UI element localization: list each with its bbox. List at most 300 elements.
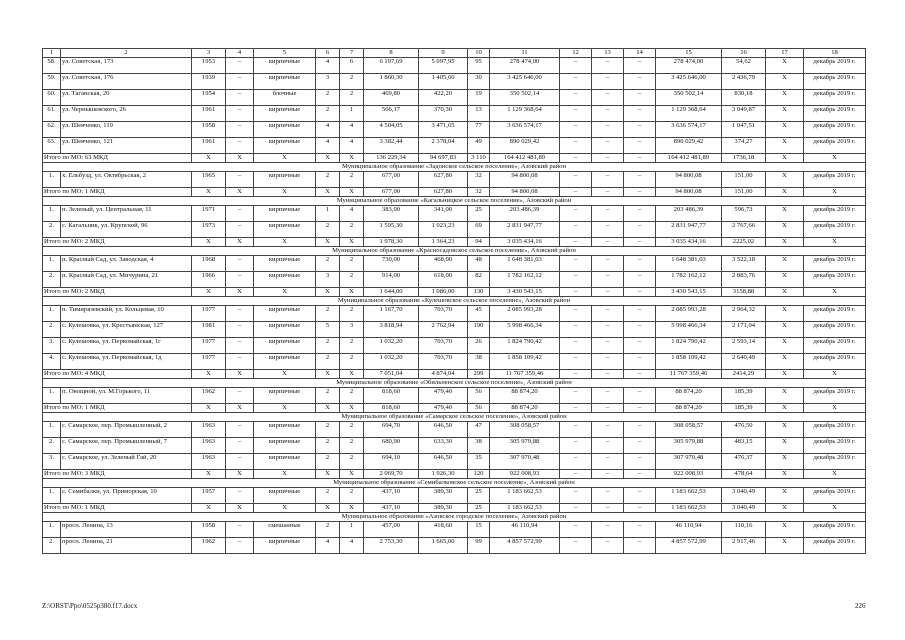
table-cell: Х (766, 122, 804, 138)
total-cell: Х (254, 504, 316, 513)
table-row (43, 106, 866, 122)
row-number: 1. (43, 256, 61, 272)
total-cell: 922 008,93 (656, 470, 722, 479)
row-number: 3. (43, 338, 61, 354)
table-cell: 3 049,87 (722, 106, 766, 122)
section-header-row (43, 197, 866, 206)
table-cell: 110,16 (722, 522, 766, 538)
table-cell: – (624, 222, 656, 238)
table-row (43, 58, 866, 74)
total-cell: Х (766, 470, 804, 479)
row-number: 1. (43, 422, 61, 438)
column-number: 8 (364, 49, 419, 58)
total-cell: Х (226, 238, 254, 247)
total-cell: – (624, 188, 656, 197)
table-cell: смешанные (254, 522, 316, 538)
address-cell: с. Самарское, пер. Промышленный, 7 (61, 438, 192, 454)
table-cell: декабрь 2019 г. (804, 58, 866, 74)
table-cell: – (560, 272, 592, 288)
table-row (43, 454, 866, 470)
table-cell: декабрь 2019 г. (804, 272, 866, 288)
table-cell: декабрь 2019 г. (804, 454, 866, 470)
total-cell: – (560, 370, 592, 379)
total-cell: Х (766, 288, 804, 297)
table-cell: – (592, 354, 624, 370)
municipality-title: Муниципальное образование «Азовское городское поселение», Азовский район (43, 513, 866, 522)
total-cell: Х (340, 470, 364, 479)
row-number: 62. (43, 122, 61, 138)
total-cell: Х (340, 370, 364, 379)
total-cell: Х (804, 370, 866, 379)
table-cell: 2 753,30 (364, 538, 419, 554)
total-row (43, 404, 866, 413)
total-cell: – (560, 288, 592, 297)
table-cell: – (624, 172, 656, 188)
column-number: 1 (43, 49, 61, 58)
column-number: 3 (192, 49, 226, 58)
table-cell: 308 058,57 (490, 422, 560, 438)
total-row (43, 188, 866, 197)
table-cell: – (560, 306, 592, 322)
total-cell: Х (766, 188, 804, 197)
table-cell: 3 425 646,00 (656, 74, 722, 90)
table-cell: 2 085 993,28 (656, 306, 722, 322)
table-cell: 1 595,30 (364, 222, 419, 238)
table-cell: 2 (340, 272, 364, 288)
table-cell: – (592, 222, 624, 238)
total-cell: 151,00 (722, 188, 766, 197)
table-cell: – (592, 522, 624, 538)
total-cell: 1 364,23 (419, 238, 468, 247)
table-cell: 1 860,30 (364, 74, 419, 90)
table-row (43, 338, 866, 354)
total-cell: 3 430 543,15 (490, 288, 560, 297)
total-cell: 136 229,34 (364, 154, 419, 163)
total-cell: Х (804, 238, 866, 247)
total-cell: Х (766, 504, 804, 513)
table-cell: – (226, 354, 254, 370)
table-cell: 341,00 (419, 206, 468, 222)
table-cell: кирпичные (254, 74, 316, 90)
table-cell: Х (766, 322, 804, 338)
table-cell: 4 857 572,99 (656, 538, 722, 554)
table-cell: – (592, 488, 624, 504)
total-cell: Х (192, 154, 226, 163)
row-number: 1. (43, 488, 61, 504)
total-cell: 185,39 (722, 404, 766, 413)
table-cell: декабрь 2019 г. (804, 74, 866, 90)
table-cell: 278 474,00 (656, 58, 722, 74)
table-cell: – (592, 388, 624, 404)
table-cell: кирпичные (254, 422, 316, 438)
housing-repair-table (42, 48, 866, 554)
column-number: 10 (468, 49, 490, 58)
total-cell: 818,60 (364, 404, 419, 413)
table-cell: декабрь 2019 г. (804, 222, 866, 238)
total-label: Итого по МО: 1 МКД (43, 188, 192, 197)
total-cell: Х (804, 188, 866, 197)
total-cell: – (624, 370, 656, 379)
total-cell: Х (340, 188, 364, 197)
table-row (43, 222, 866, 238)
row-number: 1. (43, 388, 61, 404)
row-number: 2. (43, 272, 61, 288)
table-cell: – (592, 256, 624, 272)
table-cell: – (592, 206, 624, 222)
table-cell: – (592, 272, 624, 288)
table-cell: 1 023,23 (419, 222, 468, 238)
table-cell: кирпичные (254, 438, 316, 454)
table-cell: 5 998 466,34 (490, 322, 560, 338)
total-cell: Х (254, 188, 316, 197)
total-cell: 1 978,30 (364, 238, 419, 247)
total-cell: Х (804, 504, 866, 513)
total-cell: Х (192, 238, 226, 247)
table-cell: Х (766, 256, 804, 272)
row-number: 1. (43, 306, 61, 322)
total-cell: 7 051,04 (364, 370, 419, 379)
table-cell: Х (766, 306, 804, 322)
table-cell: Х (766, 106, 804, 122)
table-cell: 2 (340, 256, 364, 272)
total-cell: Х (766, 238, 804, 247)
table-cell: 1 183 662,53 (656, 488, 722, 504)
table-cell: 38 (468, 438, 490, 454)
table-cell: – (226, 488, 254, 504)
total-cell: – (624, 504, 656, 513)
address-cell: ул. Советская, 173 (61, 58, 192, 74)
table-cell: 476,50 (722, 422, 766, 438)
address-cell: просп. Ленина, 13 (61, 522, 192, 538)
table-cell: 374,27 (722, 138, 766, 154)
table-cell: 2 640,49 (722, 354, 766, 370)
table-cell: 383,00 (364, 206, 419, 222)
table-cell: 2 (316, 454, 340, 470)
address-cell: с. Кулешовка, ул. Первомайская, 1д (61, 354, 192, 370)
total-cell: – (592, 504, 624, 513)
table-cell: декабрь 2019 г. (804, 438, 866, 454)
table-cell: 2 (316, 438, 340, 454)
table-cell: 1968 (192, 256, 226, 272)
municipality-title: Муниципальное образование «Семибалковское сельское поселение», Азовский район (43, 479, 866, 488)
table-cell: Х (766, 90, 804, 106)
table-row (43, 90, 866, 106)
table-cell: Х (766, 438, 804, 454)
municipality-title: Муниципальное образование «Самарское сельское поселение», Азовский район (43, 413, 866, 422)
table-cell: 2 767,66 (722, 222, 766, 238)
table-cell: 1958 (192, 522, 226, 538)
table-cell: – (226, 106, 254, 122)
table-cell: – (624, 338, 656, 354)
table-cell: 1 824 790,42 (656, 338, 722, 354)
header-row (43, 49, 866, 58)
total-cell: 3 430 543,15 (656, 288, 722, 297)
table-cell: 82 (468, 272, 490, 288)
total-cell: – (624, 238, 656, 247)
table-cell: – (226, 422, 254, 438)
column-number: 13 (592, 49, 624, 58)
total-cell: 94 697,83 (419, 154, 468, 163)
total-cell: 94 800,08 (656, 188, 722, 197)
total-cell: Х (316, 288, 340, 297)
row-number: 1. (43, 206, 61, 222)
table-cell: – (624, 74, 656, 90)
table-cell: 1981 (192, 322, 226, 338)
total-cell: Х (254, 404, 316, 413)
table-cell: 99 (468, 538, 490, 554)
total-cell: 3 040,49 (722, 504, 766, 513)
table-cell: 38 (468, 354, 490, 370)
total-row (43, 154, 866, 163)
table-row (43, 522, 866, 538)
address-cell: п. Зеленый, ул. Центральная, 11 (61, 206, 192, 222)
table-cell: – (624, 138, 656, 154)
table-cell: – (560, 338, 592, 354)
table-cell: Х (766, 206, 804, 222)
total-row (43, 470, 866, 479)
table-cell: 1 032,20 (364, 338, 419, 354)
table-cell: 2 831 947,77 (490, 222, 560, 238)
row-number: 2. (43, 222, 61, 238)
table-cell: – (624, 322, 656, 338)
table-cell: 2 (316, 338, 340, 354)
total-cell: 479,40 (419, 404, 468, 413)
table-cell: 2 593,14 (722, 338, 766, 354)
table-cell: декабрь 2019 г. (804, 322, 866, 338)
total-cell: 11 767 359,46 (490, 370, 560, 379)
total-cell: Х (192, 188, 226, 197)
total-cell: Х (340, 288, 364, 297)
table-cell: 95 (468, 58, 490, 74)
table-cell: Х (766, 138, 804, 154)
table-cell: 203 486,39 (490, 206, 560, 222)
table-cell: кирпичные (254, 306, 316, 322)
total-cell: – (624, 404, 656, 413)
total-cell: Х (316, 504, 340, 513)
table-cell: 646,50 (419, 422, 468, 438)
table-cell: 818,60 (364, 388, 419, 404)
table-cell: кирпичные (254, 138, 316, 154)
total-cell: Х (804, 470, 866, 479)
table-cell: 350 502,14 (656, 90, 722, 106)
table-cell: – (560, 122, 592, 138)
table-row (43, 256, 866, 272)
table-cell: – (592, 454, 624, 470)
table-cell: – (624, 422, 656, 438)
table-cell: 5 097,95 (419, 58, 468, 74)
row-number: 1. (43, 522, 61, 538)
address-cell: ул. Чернышевского, 26 (61, 106, 192, 122)
total-cell: – (624, 288, 656, 297)
table-cell: – (592, 422, 624, 438)
total-cell: – (592, 238, 624, 247)
table-cell: 830,18 (722, 90, 766, 106)
total-cell: 130 (468, 288, 490, 297)
table-cell: декабрь 2019 г. (804, 138, 866, 154)
table-cell: – (592, 90, 624, 106)
table-cell: 1963 (192, 422, 226, 438)
address-cell: ул. Таганская, 20 (61, 90, 192, 106)
table-cell: – (560, 58, 592, 74)
column-number: 4 (226, 49, 254, 58)
total-cell: 94 800,08 (490, 188, 560, 197)
table-cell: 5 998 466,34 (656, 322, 722, 338)
table-cell: – (560, 388, 592, 404)
total-cell: Х (192, 504, 226, 513)
table-cell: 2 085 993,28 (490, 306, 560, 322)
table-cell: 3 382,44 (364, 138, 419, 154)
table-cell: Х (766, 74, 804, 90)
table-cell: 2 917,46 (722, 538, 766, 554)
table-cell: 3 636 574,17 (490, 122, 560, 138)
municipality-title: Муниципальное образование «Красносадовское сельское поселение», Азовский район (43, 247, 866, 256)
total-cell: 478,64 (722, 470, 766, 479)
table-cell: 3 522,18 (722, 256, 766, 272)
table-cell: 25 (468, 206, 490, 222)
total-row (43, 504, 866, 513)
table-cell: 190 (468, 322, 490, 338)
column-number: 5 (254, 49, 316, 58)
total-cell: Х (766, 154, 804, 163)
table-cell: 2 (340, 172, 364, 188)
table-cell: 476,37 (722, 454, 766, 470)
column-number: 11 (490, 49, 560, 58)
total-cell: Х (316, 404, 340, 413)
table-cell: 15 (468, 522, 490, 538)
total-cell: Х (226, 404, 254, 413)
total-cell: Х (804, 288, 866, 297)
table-cell: 1 047,51 (722, 122, 766, 138)
table-cell: 2 (340, 354, 364, 370)
table-cell: 2 (316, 422, 340, 438)
table-cell: – (226, 338, 254, 354)
address-cell: ул. Шевченко, 119 (61, 122, 192, 138)
table-cell: Х (766, 522, 804, 538)
total-cell: 3 035 434,16 (656, 238, 722, 247)
address-cell: п. Красный Сад, ул. Мичурина, 21 (61, 272, 192, 288)
row-number: 2. (43, 438, 61, 454)
table-cell: 703,70 (419, 354, 468, 370)
total-cell: 922 008,93 (490, 470, 560, 479)
total-cell: Х (316, 238, 340, 247)
total-cell: 299 (468, 370, 490, 379)
total-cell: 2414,29 (722, 370, 766, 379)
table-row (43, 206, 866, 222)
total-cell: 389,30 (419, 504, 468, 513)
table-cell: Х (766, 222, 804, 238)
total-cell: Х (340, 238, 364, 247)
column-number: 6 (316, 49, 340, 58)
table-cell: 46 110,94 (656, 522, 722, 538)
table-cell: 2 436,79 (722, 74, 766, 90)
table-cell: декабрь 2019 г. (804, 522, 866, 538)
table-cell: 49 (468, 138, 490, 154)
total-cell: – (624, 470, 656, 479)
table-cell: – (226, 222, 254, 238)
table-cell: 1 405,60 (419, 74, 468, 90)
municipality-title: Муниципальное образование «Кагальницкое сельское поселение», Азовский район (43, 197, 866, 206)
table-cell: – (592, 538, 624, 554)
table-cell: Х (766, 454, 804, 470)
table-cell: – (560, 106, 592, 122)
total-cell: 3 035 434,16 (490, 238, 560, 247)
table-cell: – (624, 90, 656, 106)
total-cell: Х (340, 154, 364, 163)
table-cell: 1 648 381,03 (490, 256, 560, 272)
table-cell: 305 979,88 (656, 438, 722, 454)
table-cell: декабрь 2019 г. (804, 538, 866, 554)
total-cell: Х (254, 288, 316, 297)
total-label: Итого по МО: 2 МКД (43, 238, 192, 247)
table-cell: 94 800,08 (656, 172, 722, 188)
address-cell: просп. Ленина, 21 (61, 538, 192, 554)
page-number: 226 (855, 602, 866, 610)
table-cell: 4 (316, 138, 340, 154)
table-cell: кирпичные (254, 256, 316, 272)
total-cell: Х (804, 154, 866, 163)
total-cell: – (592, 188, 624, 197)
table-cell: 627,80 (419, 172, 468, 188)
row-number: 60. (43, 90, 61, 106)
table-cell: 307 970,48 (490, 454, 560, 470)
table-cell: – (624, 106, 656, 122)
table-cell: 479,40 (419, 388, 468, 404)
column-number: 7 (340, 49, 364, 58)
table-cell: 694,10 (364, 454, 419, 470)
total-cell: 88 874,20 (490, 404, 560, 413)
table-cell: 2 (340, 388, 364, 404)
table-cell: – (226, 256, 254, 272)
table-cell: 1963 (192, 438, 226, 454)
total-cell: 4 874,04 (419, 370, 468, 379)
table-cell: Х (766, 354, 804, 370)
table-cell: – (624, 272, 656, 288)
table-cell: 350 502,14 (490, 90, 560, 106)
table-cell: кирпичные (254, 222, 316, 238)
total-cell: Х (226, 504, 254, 513)
table-cell: декабрь 2019 г. (804, 122, 866, 138)
total-cell: 437,10 (364, 504, 419, 513)
section-header-row (43, 513, 866, 522)
table-cell: 4 857 572,99 (490, 538, 560, 554)
table-cell: 890 029,42 (490, 138, 560, 154)
total-cell: Х (226, 288, 254, 297)
table-cell: – (592, 438, 624, 454)
table-cell: – (560, 256, 592, 272)
address-cell: с. Кулешовка, ул. Крестьянская, 127 (61, 322, 192, 338)
table-cell: – (592, 138, 624, 154)
table-row (43, 388, 866, 404)
table-row (43, 306, 866, 322)
table-cell: – (560, 90, 592, 106)
table-row (43, 538, 866, 554)
table-row (43, 138, 866, 154)
total-row (43, 238, 866, 247)
table-cell: декабрь 2019 г. (804, 422, 866, 438)
table-cell: – (592, 322, 624, 338)
table-cell: кирпичные (254, 172, 316, 188)
table-cell: 1 032,20 (364, 354, 419, 370)
table-cell: 3 471,65 (419, 122, 468, 138)
table-cell: 1 (340, 522, 364, 538)
table-cell: – (226, 306, 254, 322)
table-cell: – (592, 306, 624, 322)
total-cell: Х (226, 470, 254, 479)
table-cell: 2 (316, 306, 340, 322)
total-label: Итого по МО: 1 МКД (43, 404, 192, 413)
table-cell: Х (766, 422, 804, 438)
total-cell: 32 (468, 188, 490, 197)
